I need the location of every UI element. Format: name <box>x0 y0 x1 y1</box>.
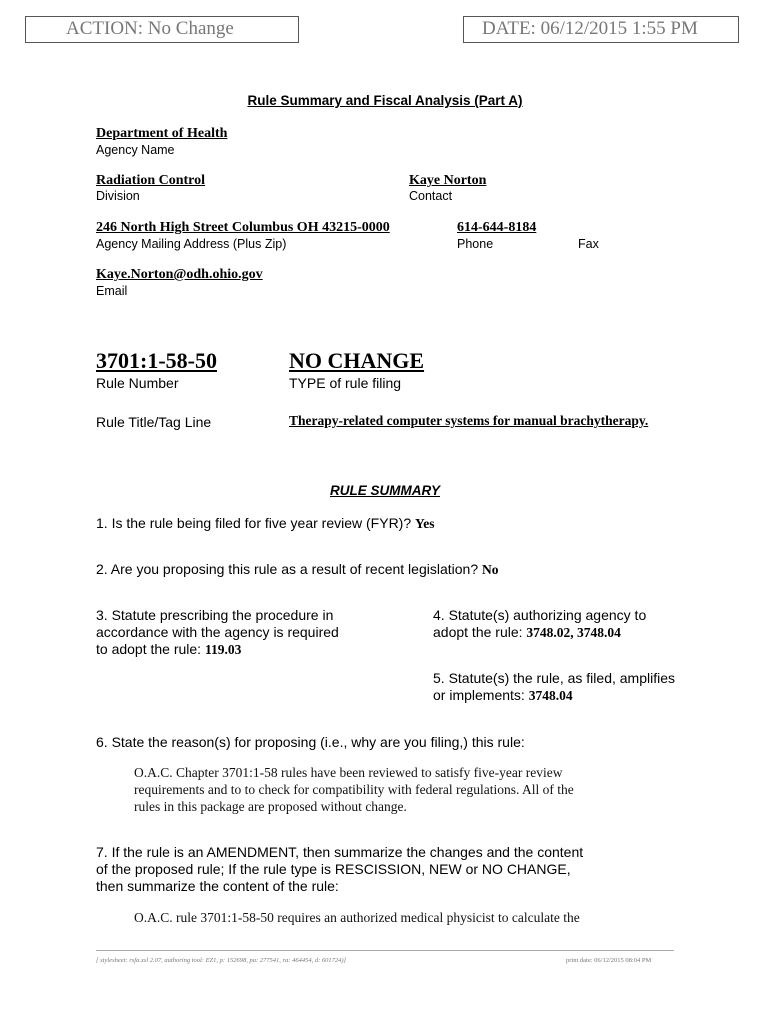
question-2-answer: No <box>482 562 499 577</box>
question-4-answer: 3748.02, 3748.04 <box>526 625 621 640</box>
date-box <box>463 16 739 43</box>
question-6-answer-line-3: rules in this package are proposed without change. <box>134 799 407 814</box>
division-label: Division <box>96 189 140 203</box>
question-3-answer: 119.03 <box>204 642 242 657</box>
question-3-line-2: accordance with the agency is required <box>96 624 339 640</box>
rule-title: Therapy-related computer systems for manual brachytherapy. <box>289 413 649 428</box>
question-1-text: 1. Is the rule being filed for five year review (FYR)? <box>96 515 412 531</box>
email-label: Email <box>96 284 128 298</box>
rule-title-label: Rule Title/Tag Line <box>96 414 212 430</box>
rule-number: 3701:1-58-50 <box>96 348 217 373</box>
fax-label: Fax <box>578 237 599 251</box>
address-value: 246 North High Street Columbus OH 43215-0000 <box>96 220 390 235</box>
question-3 <box>96 607 339 658</box>
rule-summary-heading: RULE SUMMARY <box>329 483 440 498</box>
question-1-answer: Yes <box>415 516 435 531</box>
question-5-line-1: 5. Statute(s) the rule, as filed, amplifies <box>433 670 675 686</box>
rule-type-label: TYPE of rule filing <box>289 375 402 391</box>
question-6-answer <box>134 764 574 815</box>
footer-stylesheet-info: [ stylesheet: rsfa.xsl 2.07, authoring tool: EZ1, p: 152698, pa: 277541, ra: 464454, d: 601724)] <box>96 957 347 964</box>
question-5-answer: 3748.04 <box>528 688 573 703</box>
phone-value: 614-644-8184 <box>457 220 537 235</box>
contact-value: Kaye Norton <box>409 173 487 188</box>
question-6-answer-line-1: O.A.C. Chapter 3701:1-58 rules have been reviewed to satisfy five-year review <box>134 765 563 780</box>
question-4-line-1: 4. Statute(s) authorizing agency to <box>433 607 647 623</box>
question-5-line-2: or implements: <box>433 687 525 703</box>
date-text: DATE: 06/12/2015 1:55 PM <box>482 18 698 39</box>
question-2 <box>96 561 499 578</box>
agency-name-label: Agency Name <box>96 143 175 157</box>
question-1 <box>96 515 435 532</box>
agency-name: Department of Health <box>96 126 228 141</box>
question-4-line-2: adopt the rule: <box>433 624 523 640</box>
question-4 <box>433 607 646 641</box>
footer-rule <box>96 950 674 951</box>
footer-print-date: print date: 06/12/2015 08:04 PM <box>566 957 652 964</box>
question-6: 6. State the reason(s) for proposing (i.e., why are you filing,) this rule: <box>96 734 525 750</box>
question-7-answer: O.A.C. rule 3701:1-58-50 requires an authorized medical physicist to calculate the <box>134 910 580 925</box>
question-5 <box>433 670 675 704</box>
email-value: Kaye.Norton@odh.ohio.gov <box>96 267 263 282</box>
question-7-line-1: 7. If the rule is an AMENDMENT, then summarize the changes and the content <box>96 844 584 860</box>
phone-label: Phone <box>457 237 494 251</box>
question-7-line-2: of the proposed rule; If the rule type is RESCISSION, NEW or NO CHANGE, <box>96 861 571 877</box>
rule-type: NO CHANGE <box>289 348 425 373</box>
question-6-answer-line-2: requirements and to to check for compatibility with federal regulations. All of the <box>134 782 574 797</box>
question-7-line-3: then summarize the content of the rule: <box>96 878 339 894</box>
question-7 <box>96 844 583 895</box>
address-label: Agency Mailing Address (Plus Zip) <box>96 237 287 251</box>
question-3-line-3: to adopt the rule: <box>96 641 202 657</box>
action-text: ACTION: No Change <box>66 18 234 39</box>
document-title: Rule Summary and Fiscal Analysis (Part A) <box>247 93 523 108</box>
rule-number-label: Rule Number <box>96 375 179 391</box>
division-value: Radiation Control <box>96 173 206 188</box>
question-2-text: 2. Are you proposing this rule as a result of recent legislation? <box>96 561 479 577</box>
contact-label: Contact <box>409 189 453 203</box>
question-3-line-1: 3. Statute prescribing the procedure in <box>96 607 334 623</box>
action-box <box>25 16 299 43</box>
